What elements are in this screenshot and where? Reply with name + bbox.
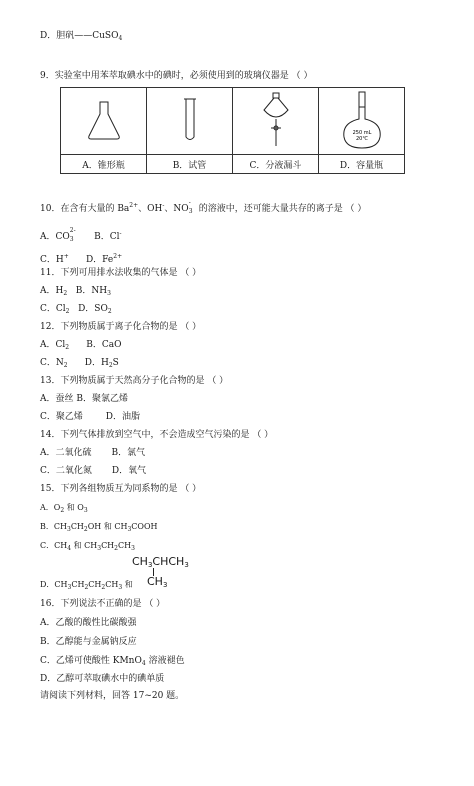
flask-temp-label: 20℃ (355, 135, 368, 142)
q11-stem: 11．下列可用排水法收集的气体是 （ ） (40, 268, 202, 278)
test-tube-cell (147, 88, 233, 155)
q15-stem: 15．下列各组物质互为同系物的是 （ ） (40, 484, 202, 494)
option-d-prev-question: D．胆矾——CuSO$_4$ (40, 31, 123, 42)
q14-option-line2: C．二氧化氮 D．氧气 (40, 466, 147, 476)
volumetric-flask-cell (319, 88, 405, 155)
q11-option-line2: C．$Cl_2$ D．$SO_2$ (40, 304, 112, 315)
q10-option-line1: A．CO 2- 3 B．Cl- (40, 227, 122, 243)
structure-bottom: $CH_3$ (147, 575, 168, 589)
conical-flask-cell (61, 88, 147, 155)
q10-stem: 10．在含有大量的 $Ba^{2+}$、OH-、NO - 3 的溶液中，还可能大量共存的离子是 （ ） (40, 199, 367, 215)
test-tube-icon (180, 95, 200, 145)
caption-c: C．分液漏斗 (233, 155, 319, 174)
q12-stem: 12．下列物质属于离子化合物的是 （ ） (40, 322, 202, 332)
separatory-funnel-cell (233, 88, 319, 155)
q16-option-d: D．乙醇可萃取碘水中的碘单质 (40, 674, 165, 684)
caption-b: B．试管 (147, 155, 233, 174)
q16-option-c: C．乙烯可使酸性 KMnO$_4$ 溶液褪色 (40, 656, 185, 667)
reading-instruction: 请阅读下列材料，回答 17~20 题。 (40, 691, 185, 701)
q16-stem: 16．下列说法不正确的是 （ ） (40, 599, 166, 609)
structure-top: $CH_3CHCH_3$ (132, 555, 189, 569)
q15-option-a: A．$O_2$ 和 $O_3$ (40, 503, 88, 514)
q14-stem: 14．下列气体排放到空气中，不会造成空气污染的是 （ ） (40, 430, 274, 440)
q15-option-d: D．$CH_3CH_2CH_2CH_3$ 和 (40, 580, 133, 591)
separatory-funnel-icon (256, 90, 296, 150)
q9-stem: 9．实验室中用苯萃取碘水中的碘时，必须使用到的玻璃仪器是 （ ） (40, 71, 313, 81)
q12-option-line2: C．$N_2$ D．$H_2S$ (40, 358, 119, 369)
q13-option-line2: C．聚乙烯 D．油脂 (40, 412, 140, 422)
caption-d: D．容量瓶 (319, 155, 405, 174)
q11-option-line1: A．$H_2$ B．$NH_3$ (40, 286, 111, 297)
q12-option-line1: A．$Cl_2$ B．CaO (40, 340, 122, 351)
q14-option-line1: A．二氧化硫 B．氯气 (40, 448, 146, 458)
q10-option-line2: C．H+ D．$Fe^{2+}$ (40, 253, 123, 265)
q15-option-b: B．$CH_3CH_2OH$ 和 $CH_3COOH$ (40, 522, 158, 533)
apparatus-table (60, 87, 405, 174)
q13-option-line1: A．蚕丝 B．聚氯乙烯 (40, 394, 128, 404)
q13-stem: 13．下列物质属于天然高分子化合物的是 （ ） (40, 376, 229, 386)
caption-a: A．锥形瓶 (61, 155, 147, 174)
q16-option-b: B．乙醇能与金属钠反应 (40, 637, 137, 647)
q15-option-c: C．$CH_4$ 和 $CH_3CH_2CH_3$ (40, 541, 135, 552)
flask-volume-label: 250 mL (352, 129, 371, 136)
q16-option-a: A．乙酸的酸性比碳酸强 (40, 618, 137, 628)
conical-flask-icon (84, 98, 124, 142)
volumetric-flask-icon (338, 89, 386, 151)
